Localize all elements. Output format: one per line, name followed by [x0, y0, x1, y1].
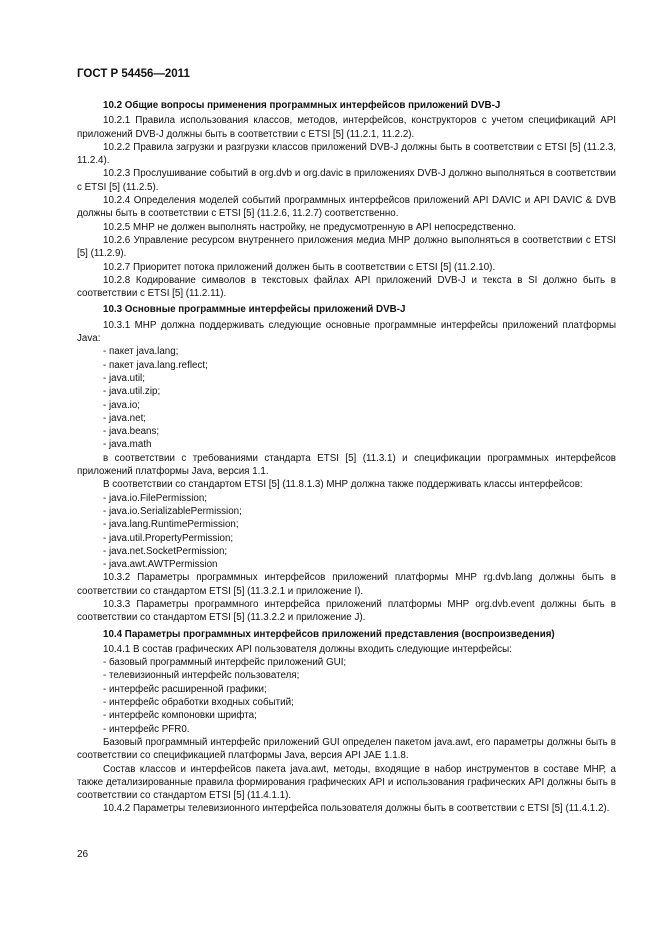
- list-item: - java.util.zip;: [103, 386, 161, 398]
- section-heading: 10.3 Основные программные интерфейсы приложений DVB-J: [103, 304, 406, 316]
- list-item: - java.io.FilePermission;: [103, 492, 207, 504]
- list-item: - java.awt.AWTPermission: [103, 559, 218, 571]
- paragraph: 10.2.5 МНР не должен выполнять настройку, не предусмотренную в API непосредственно.: [103, 221, 517, 233]
- list-item: - интерфейс расширенной графики;: [103, 683, 267, 695]
- paragraph: 10.2.7 Приоритет потока приложений должен быть в соответствии с ETSI [5] (11.2.10).: [103, 261, 496, 273]
- list-item: - java.util;: [103, 372, 145, 384]
- list-item: - пакет java.lang.reflect;: [103, 359, 208, 371]
- section-heading: 10.2 Общие вопросы применения программных интерфейсов приложений DVB-J: [103, 100, 501, 111]
- document-body: [77, 96, 616, 816]
- paragraph: Базовый программный интерфейс приложений GUI определен пакетом java.awt, его параметры должны быть в соответствии со спецификацией платформы Java, версия API JAE 1.1.8.: [77, 736, 616, 762]
- list-item: - java.util.PropertyPermission;: [103, 532, 234, 544]
- page-number: 26: [77, 849, 89, 860]
- paragraph: в соответствии с требованиями стандарта ETSI [5] (11.3.1) и спецификации программных интерфейсов приложений платформы Java, версия 1.1.: [77, 452, 616, 478]
- list-item: - интерфейс PFR0.: [103, 723, 190, 735]
- paragraph: 10.2.4 Определения моделей событий программных интерфейсов приложений API DAVIC и API DAVIC & DVB должны быть в соответствии с ETSI [5] (11.2.6, 11.2.7) соответственно.: [77, 195, 616, 220]
- paragraph: 10.3.1 МНР должна поддерживать следующие основные программные интерфейсы приложений платформы Java:: [77, 319, 616, 345]
- paragraph: Состав классов и интерфейсов пакета java.awt, методы, входящие в набор инструментов в составе МНР, а также детализированные правила формирования графических API и использования графических API должны быть в соответствии со стандартом ETSI [5] (11.4.1.1).: [77, 763, 616, 802]
- list-item: - java.net.SocketPermission;: [103, 545, 228, 557]
- paragraph: 10.2.8 Кодирование символов в текстовых файлах API приложений DVB-J и текста в SI должно быть в соответствии с ETSI [5] (11.2.11).: [77, 274, 616, 300]
- list-item: - java.math: [103, 439, 152, 451]
- list-item: - java.lang.RuntimePermission;: [103, 519, 239, 531]
- paragraph: 10.3.3 Параметры программного интерфейса приложений платформы МНР org.dvb.event должны быть в соответствии со стандартом ETSI [5] (11.3.2.2 и приложение J).: [77, 598, 616, 624]
- list-item: - java.io;: [103, 399, 141, 411]
- list-item: - пакет java.lang;: [103, 346, 179, 358]
- paragraph: 10.2.3 Прослушивание событий в org.dvb и org.davic в приложениях DVB-J должно выполняться в соответствии с ETSI [5] (11.2.5).: [77, 168, 616, 193]
- document-header: ГОСТ Р 54456—2011: [77, 68, 190, 80]
- list-item: - java.net;: [103, 412, 147, 424]
- paragraph: 10.2.6 Управление ресурсом внутреннего приложения медиа МНР должно выполняться в соответствии с ETSI [5] (11.2.9).: [77, 234, 616, 260]
- list-item: - интерфейс обработки входных событий;: [103, 697, 294, 709]
- list-item: - базовый программный интерфейс приложений GUI;: [103, 657, 347, 669]
- list-item: - интерфейс компоновки шрифта;: [103, 710, 257, 722]
- list-item: - телевизионный интерфейс пользователя;: [103, 670, 300, 682]
- list-item: - java.io.SerializablePermission;: [103, 505, 242, 517]
- paragraph: 10.2.1 Правила использования классов, методов, интерфейсов, конструкторов с учетом спецификаций API приложений DVB-J должны быть в соответствии с ETSI [5] (11.2.1, 11.2.2).: [77, 115, 616, 140]
- paragraph: 10.4.2 Параметры телевизионного интерфейса пользователя должны быть в соответствии с ETSI [5] (11.4.1.2).: [103, 803, 610, 815]
- list-item: - java.beans;: [103, 426, 160, 438]
- paragraph: 10.4.1 В состав графических API пользователя должны входить следующие интерфейсы:: [103, 643, 512, 655]
- paragraph: 10.2.2 Правила загрузки и разгрузки классов приложений DVB-J должны быть в соответствии с ETSI [5] (11.2.3, 11.2.4).: [77, 141, 616, 167]
- section-heading: 10.4 Параметры программных интерфейсов приложений представления (воспроизведения): [103, 628, 555, 640]
- paragraph: В соответствии со стандартом ETSI [5] (11.8.1.3) МНР должна также поддерживать классы интерфейсов:: [103, 479, 583, 491]
- paragraph: 10.3.2 Параметры программных интерфейсов приложений платформы МНР rg.dvb.lang должны быть в соответствии со стандартом ETSI [5] (11.3.2.1 и приложение I).: [77, 572, 616, 597]
